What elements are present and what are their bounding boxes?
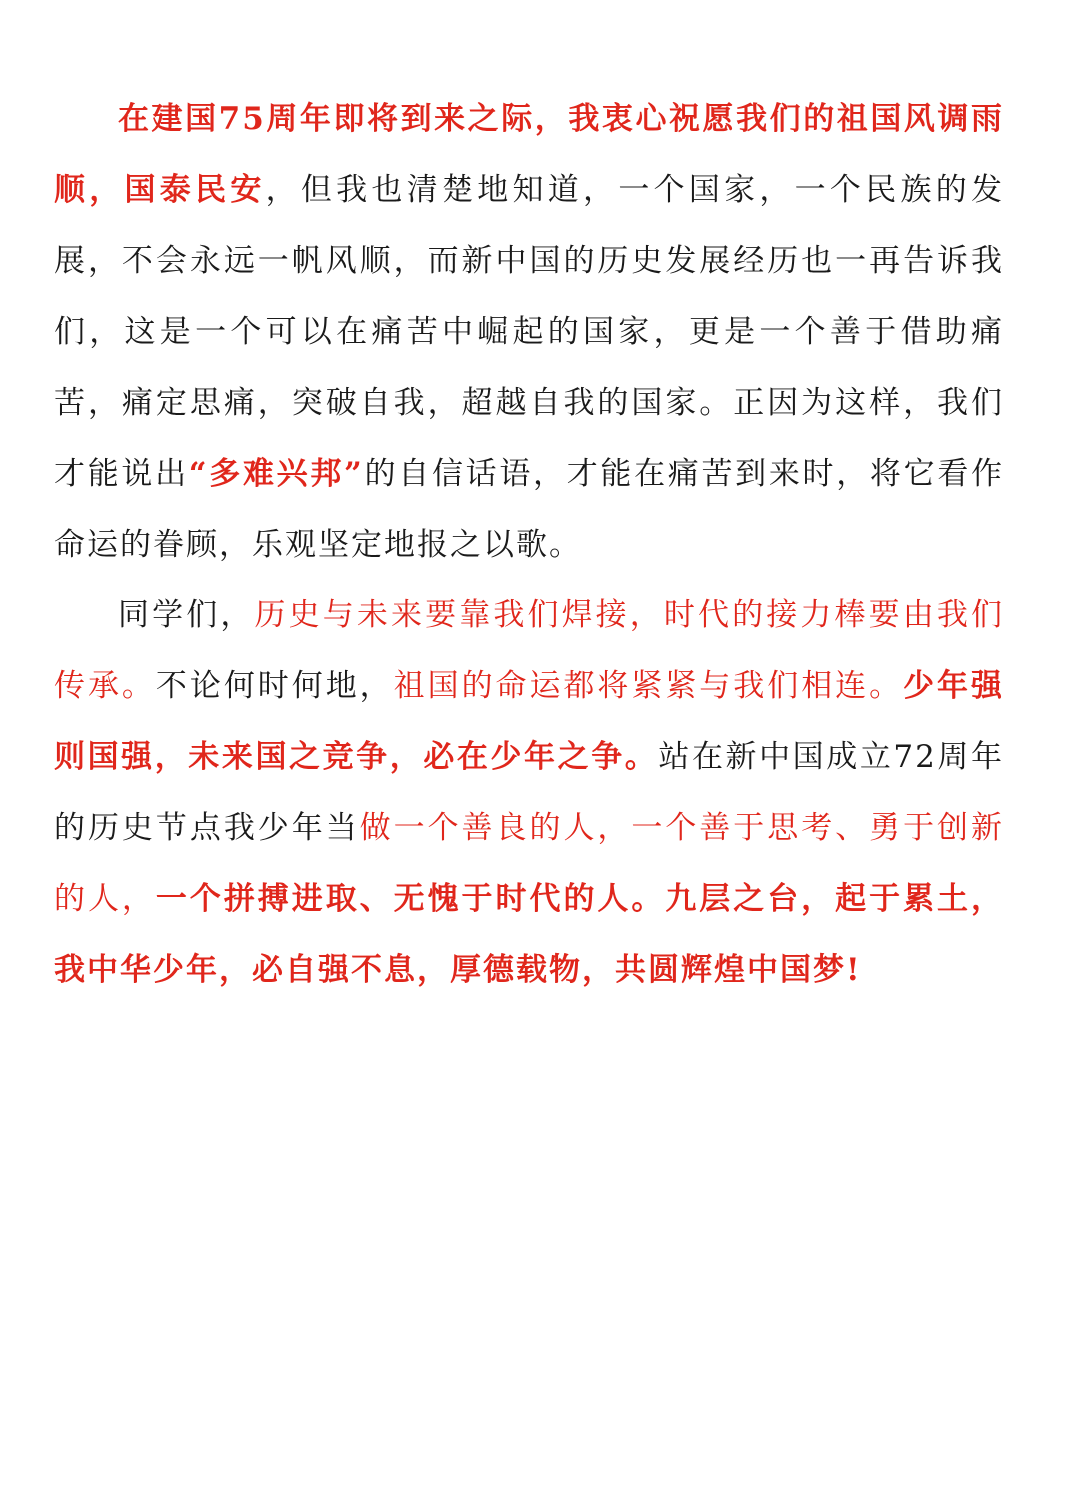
body-text: ，但我也清楚地知道，一个国家，一个民族的发展，不会永远一帆风顺，而新中国的历史发展经历也一再告诉我们，这是一个可以在痛苦中崛起的国家，更是一个善于借助痛苦，痛定思痛，突破自我，超越自我的国家。正因为这样，我们才能说出 <box>54 172 1005 492</box>
highlight-be-kind: 做一个善良的人，一个善于思考、勇于创新的人， <box>54 810 1005 917</box>
highlight-quote: “多难兴邦” <box>188 456 364 492</box>
body-text: 同学们， <box>118 597 255 633</box>
highlight-history: 历史与未来要靠我们焊接，时代的接力棒要由我们传承。 <box>54 597 1005 704</box>
highlight-dream: 一个拼搏进取、无愧于时代的人。九层之台，起于累土，我中华少年，必自强不息，厚德载物，共圆辉煌中国梦! <box>54 881 1004 988</box>
highlight-wish: 在建国75周年即将到来之际，我衷心祝愿我们的祖国风调雨顺，国泰民安 <box>54 101 1004 208</box>
body-text: 站在新中国成立72周年的历史节点我少年当 <box>54 739 1005 846</box>
body-text: 的自信话语，才能在痛苦到来时，将它看作命运的眷顾，乐观坚定地报之以歌。 <box>54 456 1005 563</box>
highlight-youth: 少年强则国强，未来国之竞争，必在少年之争。 <box>54 668 1005 775</box>
paragraph-1 <box>54 84 1004 581</box>
paragraph-2 <box>54 580 1004 1006</box>
body-text: 不论何时何地， <box>155 668 394 704</box>
highlight-destiny: 祖国的命运都将紧紧与我们相连。 <box>393 668 904 704</box>
